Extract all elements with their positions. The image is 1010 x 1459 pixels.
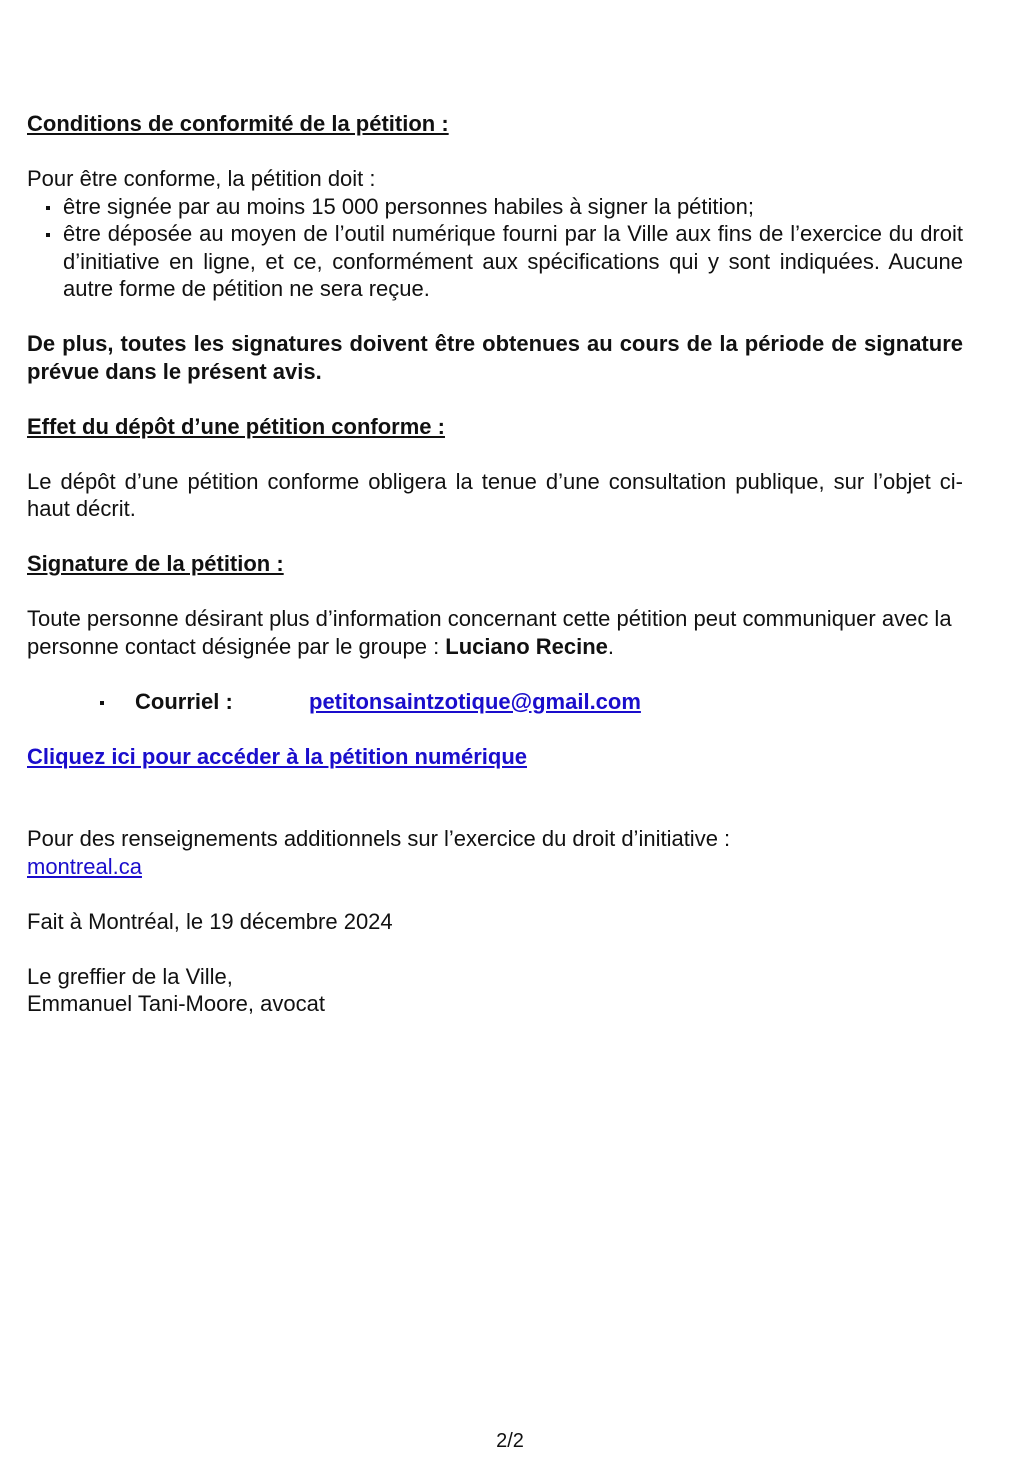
signature-heading: Signature de la pétition : [27, 551, 284, 576]
effect-text: Le dépôt d’une pétition conforme obligera la tenue d’une consultation publique, sur l’objet ci-haut décrit. [27, 468, 963, 521]
conformity-heading: Conditions de conformité de la pétition : [27, 111, 449, 136]
signer-name: Emmanuel Tani-Moore, avocat [27, 991, 325, 1016]
signature-text-after: . [607, 633, 615, 659]
montreal-link[interactable]: montreal.ca [27, 853, 142, 879]
email-row [27, 688, 963, 716]
list-item: être déposée au moyen de l’outil numérique fourni par la Ville aux fins de l’exercice du droit d’initiative en ligne, et ce, conformément aux spécifications qui y sont indiquées. Aucune autre forme de pétition ne sera reçue. [27, 220, 963, 303]
signature-text-before: Toute personne désirant plus d’information concernant cette pétition peut communiquer avec la personne contact désignée par le groupe : [27, 606, 952, 659]
email-link[interactable]: petitonsaintzotique@gmail.com [309, 688, 641, 714]
petition-link[interactable]: Cliquez ici pour accéder à la pétition numérique [27, 743, 527, 769]
document-page [27, 110, 963, 1018]
bullet-icon [100, 701, 104, 705]
conformity-intro: Pour être conforme, la pétition doit : [27, 166, 376, 191]
more-info-text: Pour des renseignements additionnels sur l’exercice du droit d’initiative : [27, 826, 731, 851]
email-label: Courriel : [135, 688, 233, 714]
page-number: 2/2 [496, 1430, 524, 1452]
signer-title: Le greffier de la Ville, [27, 963, 233, 989]
conformity-note: De plus, toutes les signatures doivent être obtenues au cours de la période de signature prévue dans le présent avis. [27, 331, 963, 384]
list-item: être signée par au moins 15 000 personnes habiles à signer la pétition; [27, 193, 963, 221]
contact-name: Luciano Recine [445, 633, 608, 659]
place-date: Fait à Montréal, le 19 décembre 2024 [27, 908, 393, 934]
conformity-list [27, 193, 963, 303]
effect-heading: Effet du dépôt d’une pétition conforme : [27, 413, 445, 439]
signature-text [27, 605, 963, 660]
